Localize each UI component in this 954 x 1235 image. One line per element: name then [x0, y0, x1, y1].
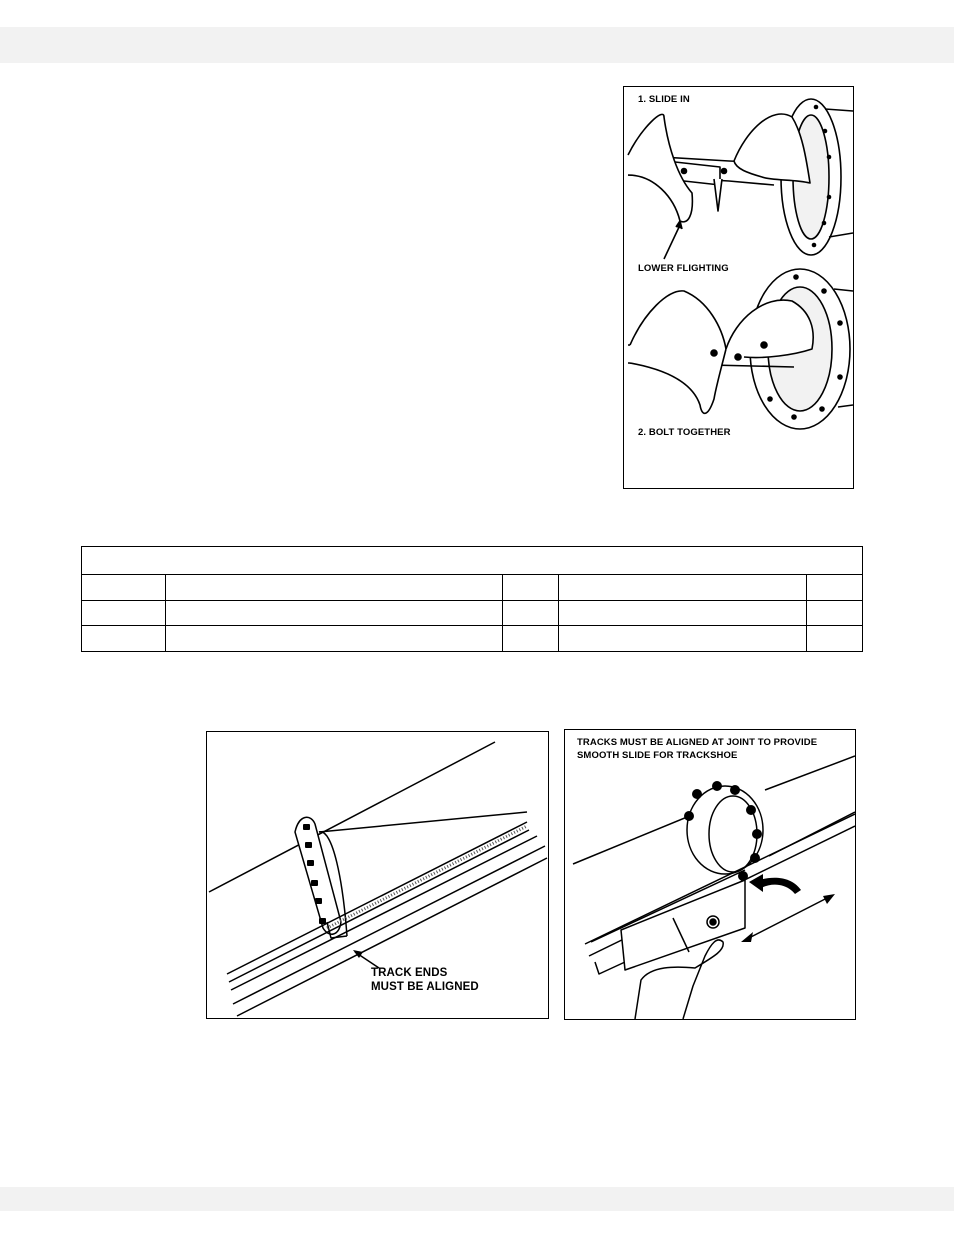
table-cell	[82, 600, 166, 626]
table-title	[82, 547, 863, 575]
table-header-cell	[503, 574, 559, 600]
table-cell	[503, 600, 559, 626]
table-header-cell	[166, 574, 503, 600]
trackshoe-drawing	[565, 730, 855, 1019]
track-ends-callout-line-2: MUST BE ALIGNED	[371, 981, 479, 993]
step-bolt-together-label: 2. BOLT TOGETHER	[638, 427, 731, 438]
trackshoe-caption-line-2: SMOOTH SLIDE FOR TRACKSHOE	[577, 750, 738, 761]
table-header-cell	[82, 574, 166, 600]
lower-flighting-callout: LOWER FLIGHTING	[638, 263, 729, 274]
track-ends-figure	[206, 731, 549, 1019]
table-cell	[503, 626, 559, 652]
trackshoe-caption-line-1: TRACKS MUST BE ALIGNED AT JOINT TO PROVIDE	[577, 737, 818, 748]
specification-table	[81, 546, 863, 652]
table-cell	[82, 626, 166, 652]
table-row	[82, 626, 863, 652]
page-footer-band	[0, 1187, 954, 1211]
table-header-cell	[559, 574, 807, 600]
table-cell	[807, 626, 863, 652]
table-cell	[559, 600, 807, 626]
flighting-assembly-figure	[623, 86, 854, 489]
table-header-cell	[807, 574, 863, 600]
table-header-row	[82, 574, 863, 600]
table-row	[82, 600, 863, 626]
trackshoe-figure	[564, 729, 856, 1020]
page-header-band	[0, 27, 954, 63]
table-cell	[807, 600, 863, 626]
table-cell	[559, 626, 807, 652]
step-slide-in-label: 1. SLIDE IN	[638, 94, 690, 105]
table-cell	[166, 600, 503, 626]
table-cell	[166, 626, 503, 652]
track-ends-callout-line-1: TRACK ENDS	[371, 967, 448, 979]
